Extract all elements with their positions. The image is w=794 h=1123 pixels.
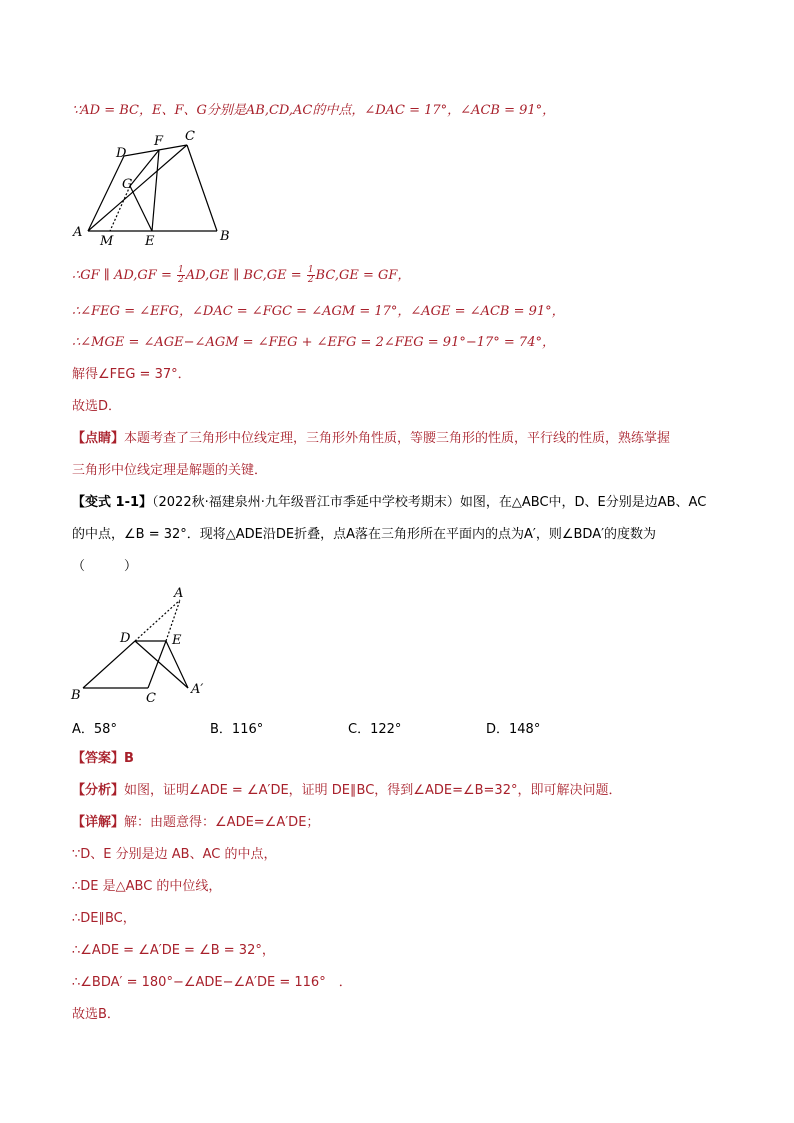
solution-line-2-part-c: BC,GE = GF， bbox=[315, 268, 411, 283]
label-e: E bbox=[145, 234, 155, 249]
label-e: E bbox=[172, 633, 182, 648]
analysis-tag: 【分析】 bbox=[72, 783, 125, 798]
option-a[interactable]: A．58° bbox=[72, 722, 117, 737]
label-b: B bbox=[220, 229, 230, 244]
label-a: A bbox=[174, 586, 184, 601]
fraction-half-2: $\frac{1}{2}$ bbox=[307, 265, 314, 285]
variant-line-1 bbox=[72, 494, 706, 512]
segment-ge bbox=[130, 186, 152, 231]
segment-fe bbox=[152, 150, 159, 231]
solution-line-4: ∴∠MGE = ∠AGE−∠AGM = ∠FEG + ∠EFG = 2∠FEG = 91°−17° = 74°， bbox=[72, 335, 555, 350]
solution-line-6: 故选D． bbox=[72, 399, 122, 414]
label-b: B bbox=[71, 688, 81, 703]
variant-line-3: （ ） bbox=[72, 559, 138, 574]
comment-line-1 bbox=[72, 430, 670, 448]
segment-ad bbox=[88, 156, 124, 231]
analysis-text: 如图，证明∠ADE = ∠A′DE，证明 DE∥BC，得到∠ADE=∠B=32°，即可解决问题． bbox=[124, 783, 622, 798]
detail-line-3: ∴DE 是△ABC 的中位线， bbox=[72, 879, 222, 894]
solution-line-5: 解得∠FEG = 37°． bbox=[72, 367, 191, 382]
segment-da-prime bbox=[135, 641, 188, 688]
detail-line-1 bbox=[72, 814, 319, 832]
option-c[interactable]: C．122° bbox=[348, 722, 402, 737]
solution-line-3: ∴∠FEG = ∠EFG，∠DAC = ∠FGC = ∠AGM = 17°，∠AGE = ∠ACB = 91°， bbox=[72, 304, 565, 319]
segment-cb bbox=[187, 145, 217, 231]
label-a: A bbox=[73, 225, 83, 240]
detail-line-7: 故选B． bbox=[72, 1007, 120, 1022]
label-c: C bbox=[146, 691, 156, 706]
variant-text-1: （2022秋·福建泉州·九年级晋江市季延中学校考期末）如图，在△ABC中，D、E分别是边AB、AC bbox=[152, 495, 707, 510]
comment-line-2: 三角形中位线定理是解题的关键． bbox=[72, 463, 268, 478]
label-c: C bbox=[185, 129, 195, 144]
solution-line-2-part-a: ∴GF ∥ AD,GF = bbox=[72, 268, 176, 283]
label-g: G bbox=[122, 177, 133, 192]
option-b[interactable]: B．116° bbox=[210, 722, 264, 737]
solution-line-2 bbox=[72, 266, 410, 285]
segment-ec bbox=[148, 641, 166, 688]
label-d: D bbox=[116, 146, 127, 161]
answer-tag: 【答案】 bbox=[72, 751, 125, 766]
segment-fg bbox=[130, 150, 159, 186]
segment-ac bbox=[88, 145, 187, 231]
comment-tag: 【点睛】 bbox=[72, 431, 125, 446]
fraction-half-1: $\frac{1}{2}$ bbox=[178, 265, 184, 285]
answer-line bbox=[72, 750, 134, 768]
detail-tag: 【详解】 bbox=[72, 815, 125, 830]
segment-ea-prime bbox=[166, 641, 188, 688]
option-d[interactable]: D．148° bbox=[486, 722, 541, 737]
figure-quadrilateral bbox=[70, 128, 240, 250]
comment-text-1: 本题考查了三角形中位线定理，三角形外角性质，等腰三角形的性质，平行线的性质，熟练掌握 bbox=[124, 431, 671, 446]
variant-line-2: 的中点，∠B = 32°．现将△ADE沿DE折叠，点A落在三角形所在平面内的点为A′，则∠BDA′的度数为 bbox=[72, 527, 657, 542]
figure-triangle-fold bbox=[68, 583, 218, 708]
segment-bd bbox=[83, 641, 135, 688]
label-d: D bbox=[120, 631, 131, 646]
solution-line-1: ∵AD = BC，E、F、G分别是AB,CD,AC的中点，∠DAC = 17°，∠ACB = 91°， bbox=[72, 103, 556, 118]
detail-line-5: ∴∠ADE = ∠A′DE = ∠B = 32°， bbox=[72, 943, 275, 958]
detail-line-4: ∴DE∥BC， bbox=[72, 911, 136, 926]
label-a-prime: A′ bbox=[191, 682, 204, 697]
solution-line-2-part-b: AD,GE ∥ BC,GE = bbox=[185, 268, 306, 283]
variant-tag: 【变式 1-1】 bbox=[72, 495, 153, 510]
detail-text-1: 解：由题意得：∠ADE=∠A′DE； bbox=[124, 815, 320, 830]
detail-line-6: ∴∠BDA′ = 180°−∠ADE−∠A′DE = 116° ． bbox=[72, 975, 352, 990]
label-m: M bbox=[100, 234, 114, 249]
analysis-line bbox=[72, 782, 621, 800]
answer-value: B bbox=[124, 751, 134, 766]
label-f: F bbox=[154, 134, 164, 149]
detail-line-2: ∵D、E 分别是边 AB、AC 的中点， bbox=[72, 847, 277, 862]
